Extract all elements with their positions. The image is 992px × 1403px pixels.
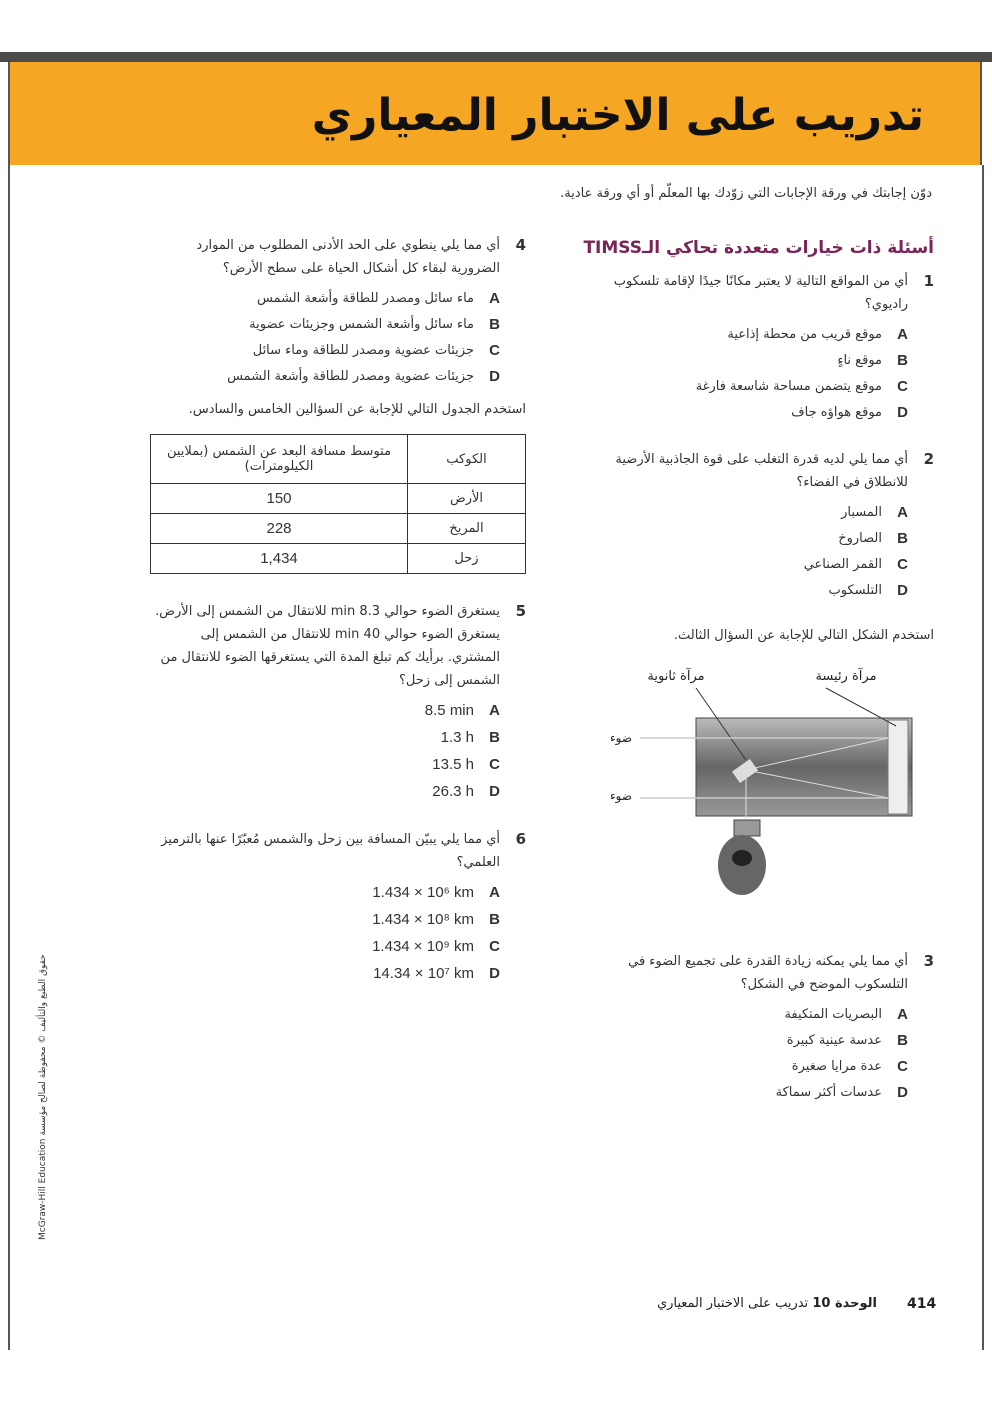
telescope-diagram: [596, 660, 916, 900]
table-header-distance: متوسط مسافة البعد عن الشمس (بملايين الكيلومترات): [151, 435, 408, 484]
option-b[interactable]: B 1.3 h: [440, 729, 500, 746]
question-text: أي مما يلي لديه قدرة التغلب على قوة الجاذبية الأرضية للانطلاق في الفضاء؟: [615, 452, 908, 490]
question-number: 6: [515, 830, 526, 848]
planet-distance-table: [150, 434, 526, 574]
option-b[interactable]: B 1.434 × 10⁸ km: [372, 911, 500, 928]
table-row: الأرض 150: [151, 484, 526, 514]
question-text: يستغرق الضوء حوالي 8.3 min للانتقال من الشمس إلى الأرض. يستغرق الضوء حوالي 40 min للانتقال من الشمس إلى المشتري. برأيك كم تبلغ المدة التي يستغرقها الضوء للانتقال من الشمس إلى زحل؟: [155, 604, 500, 688]
question-number: 3: [923, 952, 934, 970]
option-b[interactable]: B عدسة عينية كبيرة: [786, 1032, 908, 1049]
secondary-mirror-label: مرآة ثانوية: [647, 669, 705, 684]
question-6: [146, 828, 526, 988]
question-text: أي مما يلي يبيّن المسافة بين زحل والشمس مُعبّرًا عنها بالترميز العلمي؟: [161, 832, 500, 870]
option-d[interactable]: D 26.3 h: [432, 783, 500, 800]
question-4: [146, 234, 526, 390]
option-d[interactable]: D عدسات أكثر سماكة: [775, 1084, 908, 1101]
section-title: أسئلة ذات خيارات متعددة تحاكي الـTIMSS: [583, 238, 934, 258]
option-a[interactable]: A ماء سائل ومصدر للطاقة وأشعة الشمس: [257, 290, 500, 307]
left-column: [146, 234, 526, 1010]
page-title: تدريب على الاختبار المعياري: [311, 90, 924, 141]
question-number: 4: [515, 236, 526, 254]
option-a[interactable]: A موقع قريب من محطة إذاعية: [727, 326, 908, 343]
option-b[interactable]: B ماء سائل وأشعة الشمس وجزيئات عضوية: [249, 316, 500, 333]
option-a[interactable]: A 1.434 × 10⁶ km: [372, 884, 500, 901]
table-note: استخدم الجدول التالي للإجابة عن السؤالين الخامس والسادس.: [188, 402, 526, 417]
question-text: أي من المواقع التالية لا يعتبر مكانًا جيدًا لإقامة تلسكوب راديوي؟: [613, 274, 908, 312]
option-b[interactable]: B موقع ناءٍ: [837, 352, 908, 369]
question-number: 5: [515, 602, 526, 620]
right-border: [982, 165, 984, 1350]
left-border: [8, 165, 10, 1350]
question-text: أي مما يلي يمكنه زيادة القدرة على تجميع الضوء في التلسكوب الموضح في الشكل؟: [628, 954, 908, 992]
option-c[interactable]: C القمر الصناعي: [803, 556, 908, 573]
option-b[interactable]: B الصاروخ: [838, 530, 908, 547]
option-d[interactable]: D 14.34 × 10⁷ km: [373, 965, 500, 982]
footer-title: الوحدة 10 تدريب على الاختبار المعياري: [656, 1296, 877, 1311]
question-1: [574, 270, 934, 426]
primary-mirror: [888, 720, 908, 814]
option-c[interactable]: C 1.434 × 10⁹ km: [372, 938, 500, 955]
instructions: دوّن إجابتك في ورقة الإجابات التي زوّدك بها المعلّم أو أي ورقة عادية.: [560, 186, 932, 201]
title-banner: [8, 62, 982, 165]
option-c[interactable]: C جزيئات عضوية ومصدر للطاقة وماء سائل: [252, 342, 500, 359]
eyepiece: [734, 820, 760, 836]
table-row: المريخ 228: [151, 514, 526, 544]
top-border: [0, 52, 992, 62]
option-a[interactable]: A المسبار: [841, 504, 908, 521]
option-c[interactable]: C 13.5 h: [432, 756, 500, 773]
question-3: [574, 950, 934, 1106]
copyright-notice: حقوق الطبع والتأليف © محفوظة لصالح مؤسسة McGraw-Hill Education: [38, 954, 48, 1240]
option-c[interactable]: C موقع يتضمن مساحة شاسعة فارغة: [695, 378, 908, 395]
option-c[interactable]: C عدة مرايا صغيرة: [791, 1058, 908, 1075]
page-number: 414: [907, 1296, 937, 1312]
question-2: [574, 448, 934, 604]
telescope-tube: [696, 718, 912, 816]
light-label-1: ضوء: [610, 731, 633, 745]
figure-note: استخدم الشكل التالي للإجابة عن السؤال الثالث.: [673, 628, 934, 643]
question-number: 1: [923, 272, 934, 290]
table-header-planet: الكوكب: [408, 435, 526, 484]
option-d[interactable]: D التلسكوب: [828, 582, 908, 599]
table-row: زحل 1,434: [151, 544, 526, 574]
primary-mirror-label: مرآة رئيسة: [815, 669, 877, 684]
question-5: [146, 600, 526, 806]
question-number: 2: [923, 450, 934, 468]
option-d[interactable]: D موقع هواؤه جاف: [791, 404, 908, 421]
option-a[interactable]: A البصريات المتكيفة: [784, 1006, 908, 1023]
question-text: أي مما يلي ينطوي على الحد الأدنى المطلوب من الموارد الضرورية لبقاء كل أشكال الحياة على سطح الأرض؟: [196, 238, 500, 276]
option-a[interactable]: A 8.5 min: [424, 702, 500, 719]
option-d[interactable]: D جزيئات عضوية ومصدر للطاقة وأشعة الشمس: [227, 368, 500, 385]
light-label-2: ضوء: [610, 789, 633, 803]
